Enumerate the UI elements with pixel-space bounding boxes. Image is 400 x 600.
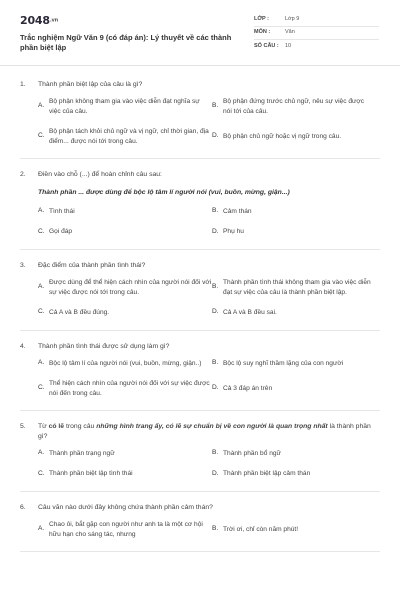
question-number: 6.: [20, 503, 26, 511]
option-letter: A.: [38, 449, 45, 457]
option-text: Thành phần trạng ngữ: [49, 449, 115, 457]
option-letter: D.: [212, 384, 219, 392]
question-text: [20, 503, 380, 512]
option-text: Tình thái: [49, 207, 75, 215]
option-letter: A.: [38, 359, 45, 367]
question-2: [20, 170, 380, 249]
question-text-part: có lẽ: [48, 423, 65, 431]
answer-options: [38, 449, 380, 479]
option-letter: B.: [212, 283, 219, 291]
option-letter: C.: [38, 132, 45, 140]
meta-table: [254, 14, 379, 53]
question-text: [20, 80, 380, 89]
question-body: Thành phần tình thái được sử dụng làm gì?: [38, 342, 170, 350]
answer-options: [38, 207, 380, 237]
question-1: [20, 80, 380, 159]
option-text: Thành phần tình thái không tham gia vào việc diễn đạt sự việc của câu là thành phần biệt lập.: [223, 278, 371, 296]
answer-option-b[interactable]: [212, 359, 372, 369]
option-text: Phụ hu: [223, 228, 244, 236]
answer-options: [38, 97, 380, 146]
answer-option-b[interactable]: [212, 97, 372, 116]
answer-option-a[interactable]: [38, 278, 212, 297]
logo-main: 2048: [20, 14, 50, 27]
option-letter: D.: [212, 308, 219, 316]
option-text: Trời ơi, chỉ còn năm phút!: [223, 525, 299, 533]
meta-value: Văn: [285, 29, 295, 36]
option-text: Bộ phận chủ ngữ hoặc vị ngữ trong câu.: [223, 133, 342, 141]
option-text: Thành phần bổ ngữ: [223, 449, 281, 457]
option-text: Được dùng để thể hiện cách nhìn của người nói đối với sự việc được nói tới trong câu.: [49, 278, 212, 296]
option-text: Bộ phận không tham gia vào việc diễn đạt nghĩa sự việc của câu.: [49, 98, 200, 115]
option-text: Chao ôi, bắt gặp con người như anh ta là một cơ hội hữu hạn cho sáng tác, nhưng: [49, 521, 203, 538]
question-number: 4.: [20, 342, 26, 350]
option-text: Cả 3 đáp án trên: [223, 385, 273, 393]
answer-option-b[interactable]: [212, 278, 372, 297]
answer-options: [38, 278, 380, 318]
question-text: [20, 261, 380, 270]
meta-label: LỚP :: [254, 16, 269, 23]
question-body: Điền vào chỗ (...) để hoàn chỉnh câu sau:: [38, 171, 162, 179]
question-body: Đặc điểm của thành phần tình thái?: [38, 261, 146, 269]
answer-option-d[interactable]: [212, 469, 372, 479]
option-letter: A.: [38, 102, 45, 110]
option-text: Gọi đáp: [49, 228, 73, 236]
option-text: Cả A và B đều đúng.: [49, 309, 110, 317]
option-text: Thể hiện cách nhìn của người nói đối với sự việc được nói đến trong câu.: [49, 380, 210, 397]
answer-option-a[interactable]: [38, 97, 212, 116]
meta-label: MÔN :: [254, 29, 271, 36]
question-text: [20, 422, 380, 440]
meta-label: SỐ CÂU :: [254, 42, 279, 49]
question-body: Thành phần biệt lập của câu là gì?: [38, 81, 143, 88]
question-list: [0, 66, 400, 552]
answer-option-c[interactable]: [38, 127, 212, 146]
option-letter: B.: [212, 525, 219, 533]
meta-value: Lớp 9: [285, 16, 300, 23]
document-header: [0, 0, 400, 66]
answer-option-c[interactable]: [38, 227, 212, 237]
question-body: [38, 422, 380, 440]
option-letter: B.: [212, 207, 219, 215]
meta-row: [254, 40, 379, 53]
answer-option-c[interactable]: [38, 379, 212, 398]
option-letter: A.: [38, 525, 45, 533]
question-number: 3.: [20, 261, 26, 269]
answer-option-a[interactable]: [38, 449, 212, 459]
answer-options: [38, 359, 380, 399]
question-text-part: Từ: [38, 423, 49, 431]
option-letter: C.: [38, 469, 45, 477]
answer-option-a[interactable]: [38, 520, 212, 539]
option-letter: A.: [38, 283, 45, 291]
answer-option-d[interactable]: [212, 379, 372, 398]
question-text: [20, 170, 380, 179]
option-text: Bộ phận tách khỏi chủ ngữ và vị ngữ, chỉ thời gian, địa điểm... được nói tới trong câu.: [49, 128, 209, 145]
question-text-part: là thành phần gì?: [38, 423, 371, 440]
answer-option-c[interactable]: [38, 308, 212, 318]
question-number: 2.: [20, 171, 26, 179]
option-text: Thành phần biệt lập cảm thán: [223, 470, 311, 478]
option-text: Thành phần biệt lập tình thái: [49, 470, 133, 478]
question-3: [20, 261, 380, 331]
option-text: Cảm thán: [223, 207, 252, 215]
answer-option-b[interactable]: [212, 449, 372, 459]
question-prompt: Thành phần ... được dùng để bộc lộ tâm lí người nói (vui, buồn, mừng, giận...): [38, 188, 290, 196]
question-text: [20, 342, 380, 351]
option-letter: C.: [38, 384, 45, 392]
answer-option-b[interactable]: [212, 207, 372, 217]
answer-options: [38, 520, 380, 539]
answer-option-d[interactable]: [212, 227, 372, 237]
option-letter: B.: [212, 102, 219, 110]
option-letter: C.: [38, 227, 45, 235]
option-letter: C.: [38, 308, 45, 316]
option-text: Cả A và B đều sai.: [223, 309, 277, 317]
option-text: Bộ phận đứng trước chủ ngữ, nêu sự việc được nói tới của câu.: [223, 98, 365, 115]
question-6: [20, 503, 380, 552]
option-letter: A.: [38, 207, 45, 215]
option-letter: B.: [212, 359, 219, 367]
option-letter: D.: [212, 132, 219, 140]
answer-option-a[interactable]: [38, 359, 212, 369]
logo-sub: .vn: [49, 17, 58, 24]
meta-row: [254, 14, 379, 27]
answer-option-b[interactable]: [212, 520, 372, 539]
question-text-part: những hình trang ấy, có lẽ sự chuẩn bị về con người là quan trọng nhất: [96, 423, 328, 431]
option-letter: D.: [212, 469, 219, 477]
answer-option-c[interactable]: [38, 469, 212, 479]
question-number: 5.: [20, 423, 26, 431]
answer-option-a[interactable]: [38, 207, 212, 217]
option-text: Bộc lộ suy nghĩ thầm lặng của con người: [223, 359, 344, 367]
meta-row: [254, 27, 379, 40]
question-number: 1.: [20, 81, 26, 88]
option-text: Bộc lộ tâm lí của người nói (vui, buồn, mừng, giận..): [49, 359, 202, 367]
answer-option-d[interactable]: [212, 127, 372, 146]
document-title: Trắc nghiệm Ngữ Văn 9 (có đáp án): Lý thuyết về các thành phần biệt lập: [20, 32, 232, 52]
question-5: [20, 422, 380, 491]
answer-option-d[interactable]: [212, 308, 372, 318]
meta-value: 10: [285, 42, 292, 49]
question-text-part: trong câu: [64, 423, 97, 431]
option-letter: B.: [212, 449, 219, 457]
question-body: Câu văn nào dưới đây không chứa thành phần cảm thán?: [38, 503, 213, 511]
option-letter: D.: [212, 227, 219, 235]
question-4: [20, 342, 380, 412]
